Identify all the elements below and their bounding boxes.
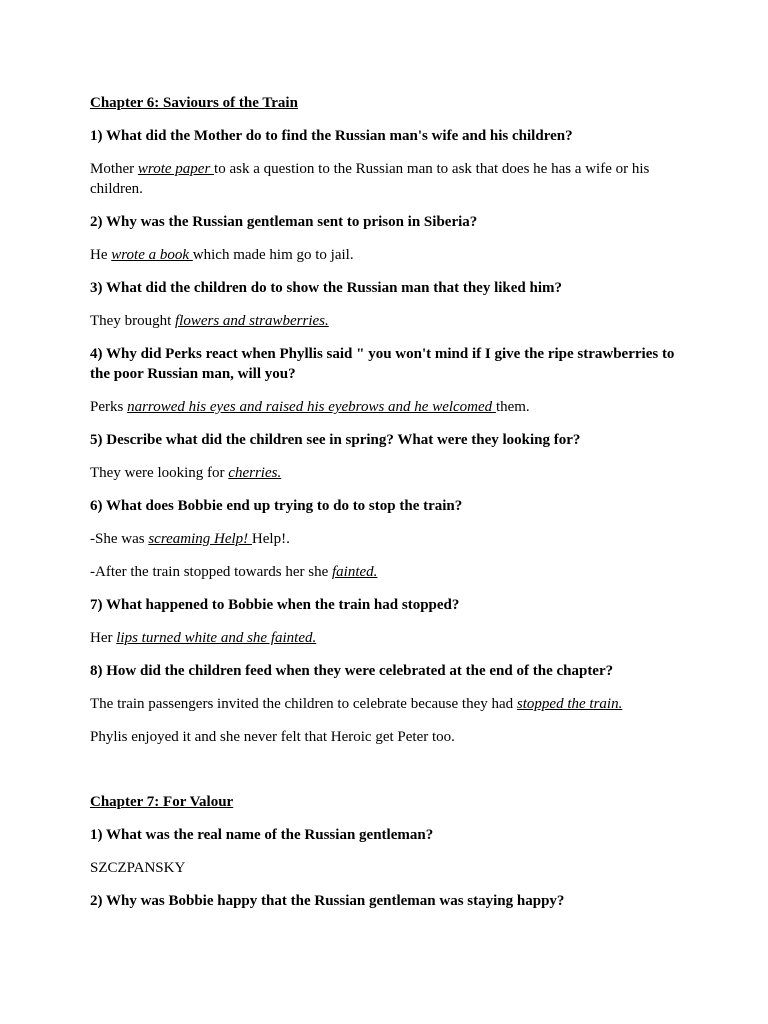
answer-8a-highlight: stopped the train. [516, 696, 623, 712]
question-6: 6) What does Bobbie end up trying to do to stop the train? [90, 498, 463, 514]
answer-1: Mother wrote paper to ask a question to the Russian man to ask that does he has a wife or his children. [90, 161, 650, 197]
answer-2-highlight: wrote a book [111, 247, 193, 263]
answer-6a-highlight: screaming Help! [148, 531, 252, 547]
chapter-6-heading: Chapter 6: Saviours of the Train [90, 95, 298, 111]
answer-5-highlight: cherries. [228, 465, 282, 481]
answer-4: Perks narrowed his eyes and raised his eyebrows and he welcomed them. [90, 399, 530, 415]
answer-3-highlight: flowers and strawberries. [174, 313, 329, 329]
chapter-7-question-1: 1) What was the real name of the Russian gentleman? [90, 827, 434, 843]
answer-7: Her lips turned white and she fainted. [90, 630, 317, 646]
answer-6a: -She was screaming Help! Help!. [90, 531, 290, 547]
question-7: 7) What happened to Bobbie when the train had stopped? [90, 597, 460, 613]
chapter-7-heading: Chapter 7: For Valour [90, 794, 234, 810]
answer-5: They were looking for cherries. [90, 465, 282, 481]
answer-4-highlight: narrowed his eyes and raised his eyebrows and he welcomed [127, 399, 496, 415]
answer-1-highlight: wrote paper [137, 161, 215, 177]
question-2: 2) Why was the Russian gentleman sent to prison in Siberia? [90, 214, 478, 230]
question-5: 5) Describe what did the children see in spring? What were they looking for? [90, 432, 581, 448]
question-8: 8) How did the children feed when they were celebrated at the end of the chapter? [90, 663, 614, 679]
answer-8b: Phylis enjoyed it and she never felt that Heroic get Peter too. [90, 729, 455, 745]
answer-2: He wrote a book which made him go to jail. [90, 247, 354, 263]
chapter-7-question-2: 2) Why was Bobbie happy that the Russian gentleman was staying happy? [90, 893, 565, 909]
section-spacer [90, 760, 690, 792]
chapter-7-answer-1: SZCZPANSKY [90, 860, 186, 876]
answer-8a: The train passengers invited the children to celebrate because they had stopped the train. [90, 696, 623, 712]
answer-6b-highlight: fainted. [332, 564, 378, 580]
question-1: 1) What did the Mother do to find the Russian man's wife and his children? [90, 128, 573, 144]
question-4: 4) Why did Perks react when Phyllis said " you won't mind if I give the ripe strawberries to the poor Russian man, will you? [90, 346, 675, 382]
document-page [90, 93, 690, 924]
question-3: 3) What did the children do to show the Russian man that they liked him? [90, 280, 563, 296]
answer-7-highlight: lips turned white and she fainted. [116, 630, 317, 646]
answer-3: They brought flowers and strawberries. [90, 313, 329, 329]
answer-6b: -After the train stopped towards her she fainted. [90, 564, 378, 580]
